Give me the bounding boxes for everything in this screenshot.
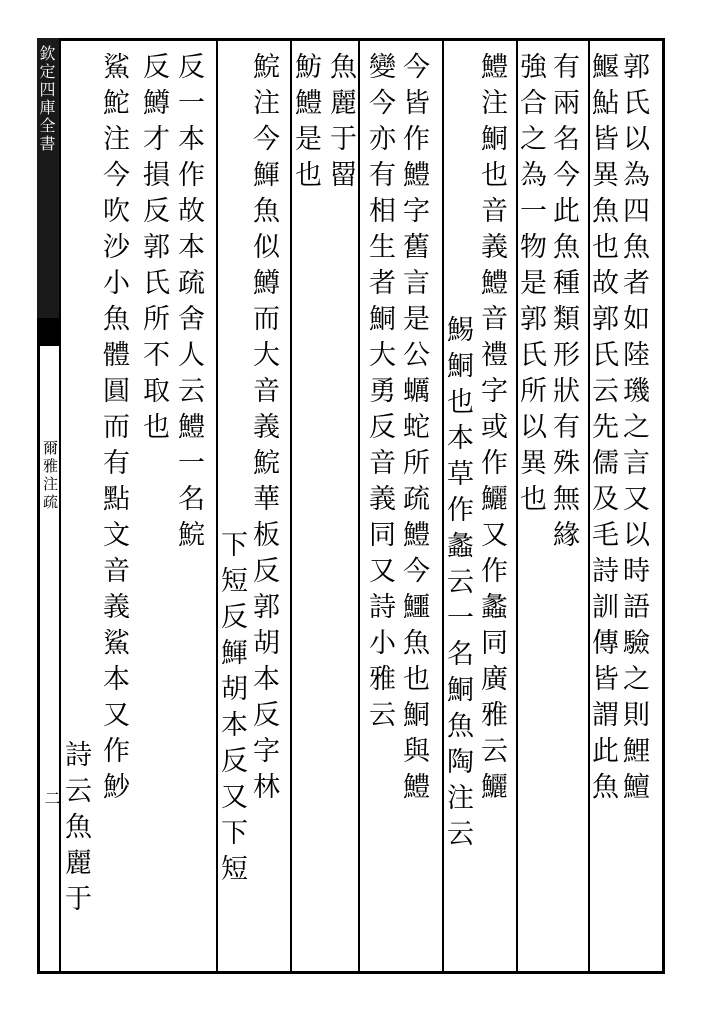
text-column-11: 鯇注今鯶魚似鱒而大音義鯇華板反郭胡本反字林 (248, 52, 279, 808)
text-column-4: 強合之為一物是郭氏所以異也 (515, 52, 546, 520)
text-column-13: 反一本作故本疏舍人云鱧一名鯇 (173, 52, 204, 556)
text-column-8: 變今亦有相生者鮦大勇反音義同又詩小雅云 (364, 52, 395, 736)
text-column-7: 今皆作鱧字舊言是公蠣蛇所疏鱧今鱷魚也鮦與鱧 (398, 52, 429, 808)
text-column-14: 反鱒才損反郭氏所不取也 (138, 52, 169, 448)
text-column-10: 魴鱧是也 (290, 52, 321, 196)
column-rule (358, 38, 360, 974)
text-column-5: 鱧注鮦也音義鱧音禮字或作鱺又作蠡同廣雅云鱺 (476, 52, 507, 808)
text-column-9: 魚麗于罶 (325, 52, 356, 196)
text-column-6: 鯣鮦也本草作蠡云一名鮦魚陶注云 (442, 315, 473, 855)
page-number: 二 (42, 790, 61, 806)
text-column-2: 鰋鮎皆異魚也故郭氏云先儒及毛詩訓傳皆謂此魚 (587, 52, 618, 808)
text-column-15: 鯊鮀注今吹沙小魚體圓而有點文音義鯊本又作魦 (98, 52, 129, 808)
text-column-1: 郭氏以為四魚者如陸璣之言又以時語驗之則鯉鱣 (618, 52, 649, 808)
fish-tail-mark (37, 318, 59, 346)
text-column-12: 下短反鯶胡本反又下短 (216, 530, 247, 890)
text-column-16: 詩云魚麗于 (60, 740, 91, 920)
book-title: 爾雅注疏 (41, 440, 59, 512)
running-head: 欽定四庫全書 (37, 45, 56, 153)
text-column-3: 有兩名今此魚種類形狀有殊無緣 (548, 52, 579, 556)
